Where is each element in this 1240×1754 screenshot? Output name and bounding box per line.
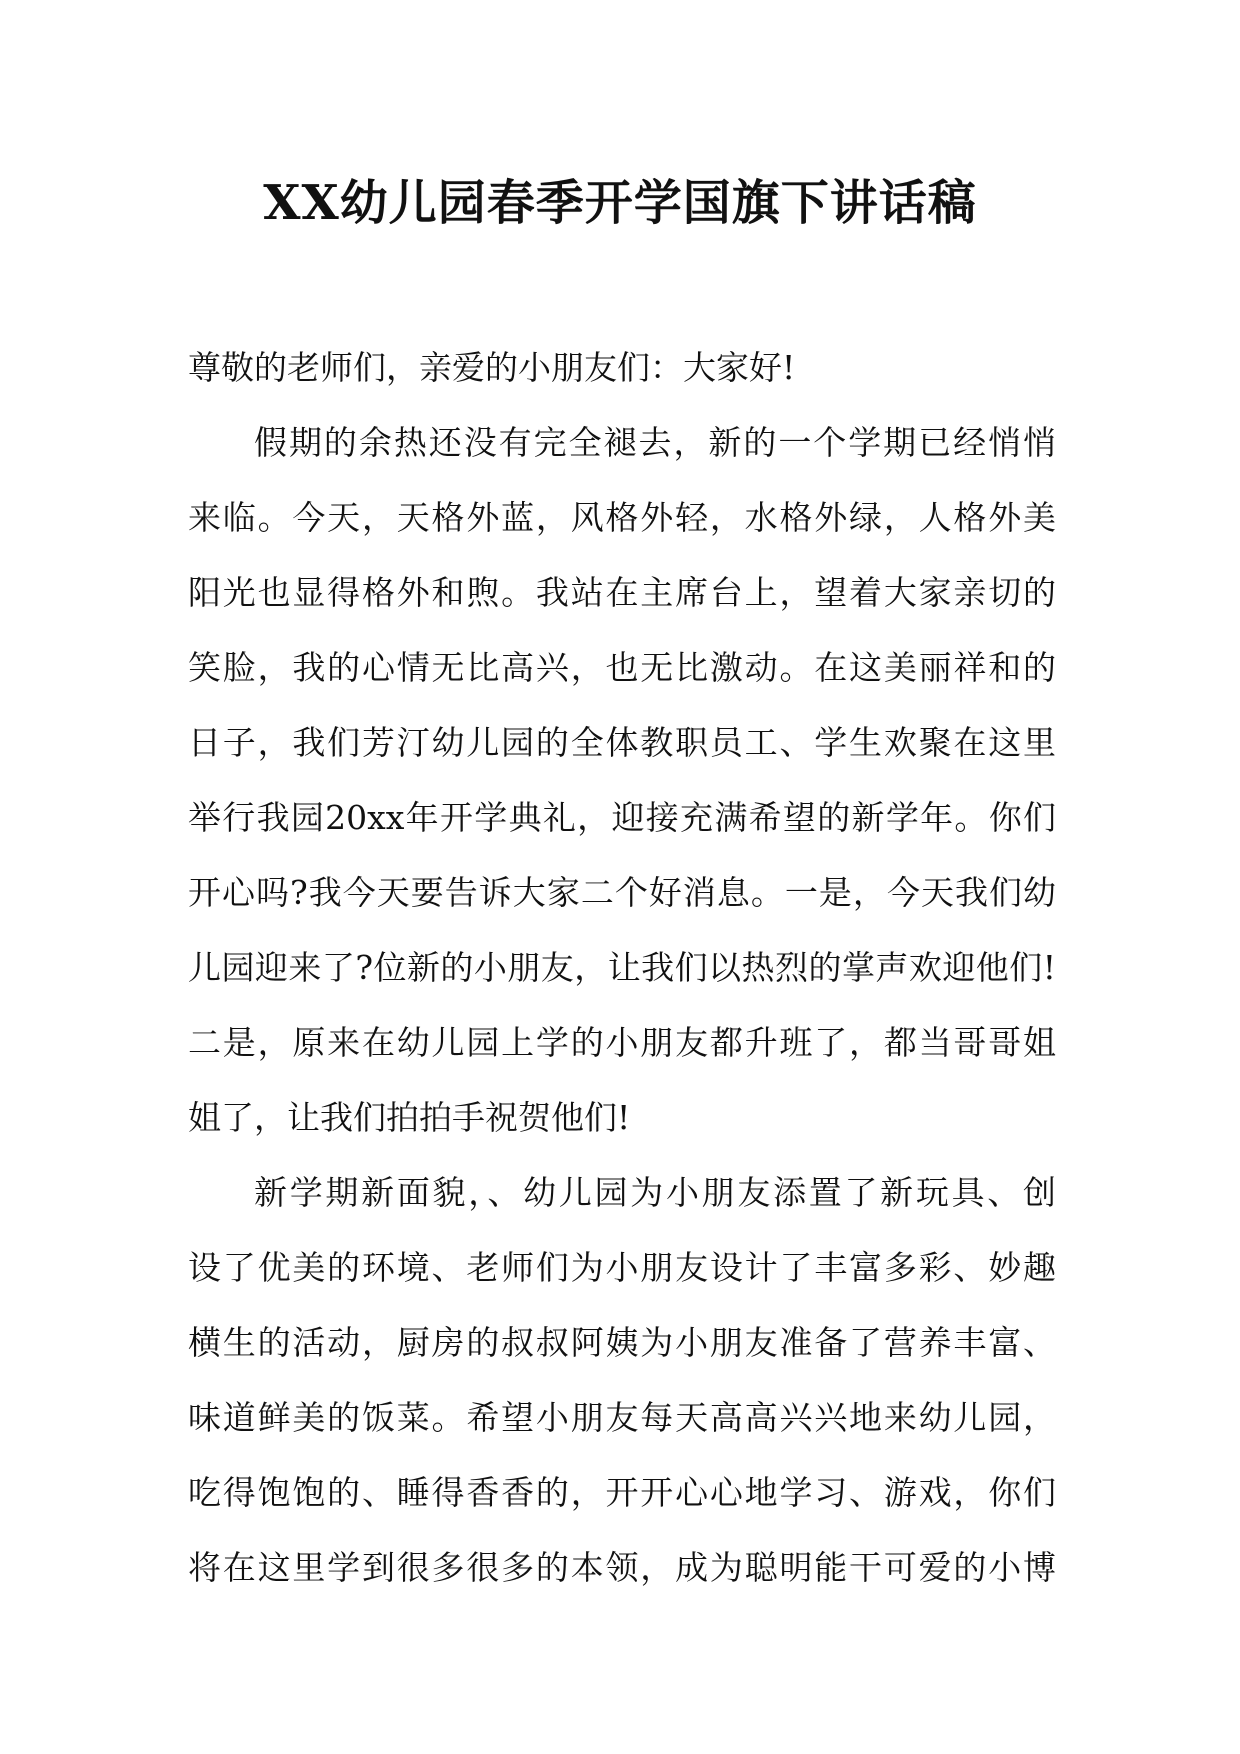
paragraph-line: 姐了，让我们拍拍手祝贺他们! [188, 1098, 631, 1137]
paragraph-line: 举行我园20xx年开学典礼，迎接充满希望的新学年。你们 [188, 798, 1056, 837]
document-body [188, 330, 1056, 1605]
document-title: XX幼儿园春季开学国旗下讲话稿 [263, 175, 977, 231]
paragraph-line: 笑脸，我的心情无比高兴，也无比激动。在这美丽祥和的 [188, 648, 1056, 687]
paragraph-line: 阳光也显得格外和煦。我站在主席台上，望着大家亲切的 [188, 573, 1056, 612]
paragraph-line: 假期的余热还没有完全褪去，新的一个学期已经悄悄 [254, 423, 1056, 462]
paragraph-line: 设了优美的环境、老师们为小朋友设计了丰富多彩、妙趣 [188, 1248, 1056, 1287]
paragraph-line: 来临。今天，天格外蓝，风格外轻，水格外绿，人格外美 [188, 498, 1056, 537]
paragraph-line: 儿园迎来了?位新的小朋友，让我们以热烈的掌声欢迎他们! [188, 948, 1056, 987]
paragraph-2 [188, 1155, 1056, 1605]
paragraph-1 [188, 405, 1056, 1155]
paragraph-line: 味道鲜美的饭菜。希望小朋友每天高高兴兴地来幼儿园， [188, 1398, 1056, 1437]
paragraph-line: 开心吗?我今天要告诉大家二个好消息。一是，今天我们幼 [188, 873, 1056, 912]
paragraph-line: 新学期新面貌，、幼儿园为小朋友添置了新玩具、创 [254, 1173, 1056, 1212]
paragraph-line: 日子，我们芳汀幼儿园的全体教职员工、学生欢聚在这里 [188, 723, 1056, 762]
paragraph-line: 横生的活动，厨房的叔叔阿姨为小朋友准备了营养丰富、 [188, 1323, 1056, 1362]
paragraph-line: 将在这里学到很多很多的本领，成为聪明能干可爱的小博 [188, 1548, 1056, 1587]
paragraph-line: 吃得饱饱的、睡得香香的，开开心心地学习、游戏，你们 [188, 1473, 1056, 1512]
salutation: 尊敬的老师们，亲爱的小朋友们：大家好! [188, 348, 796, 387]
paragraph-line: 二是，原来在幼儿园上学的小朋友都升班了，都当哥哥姐 [188, 1023, 1056, 1062]
